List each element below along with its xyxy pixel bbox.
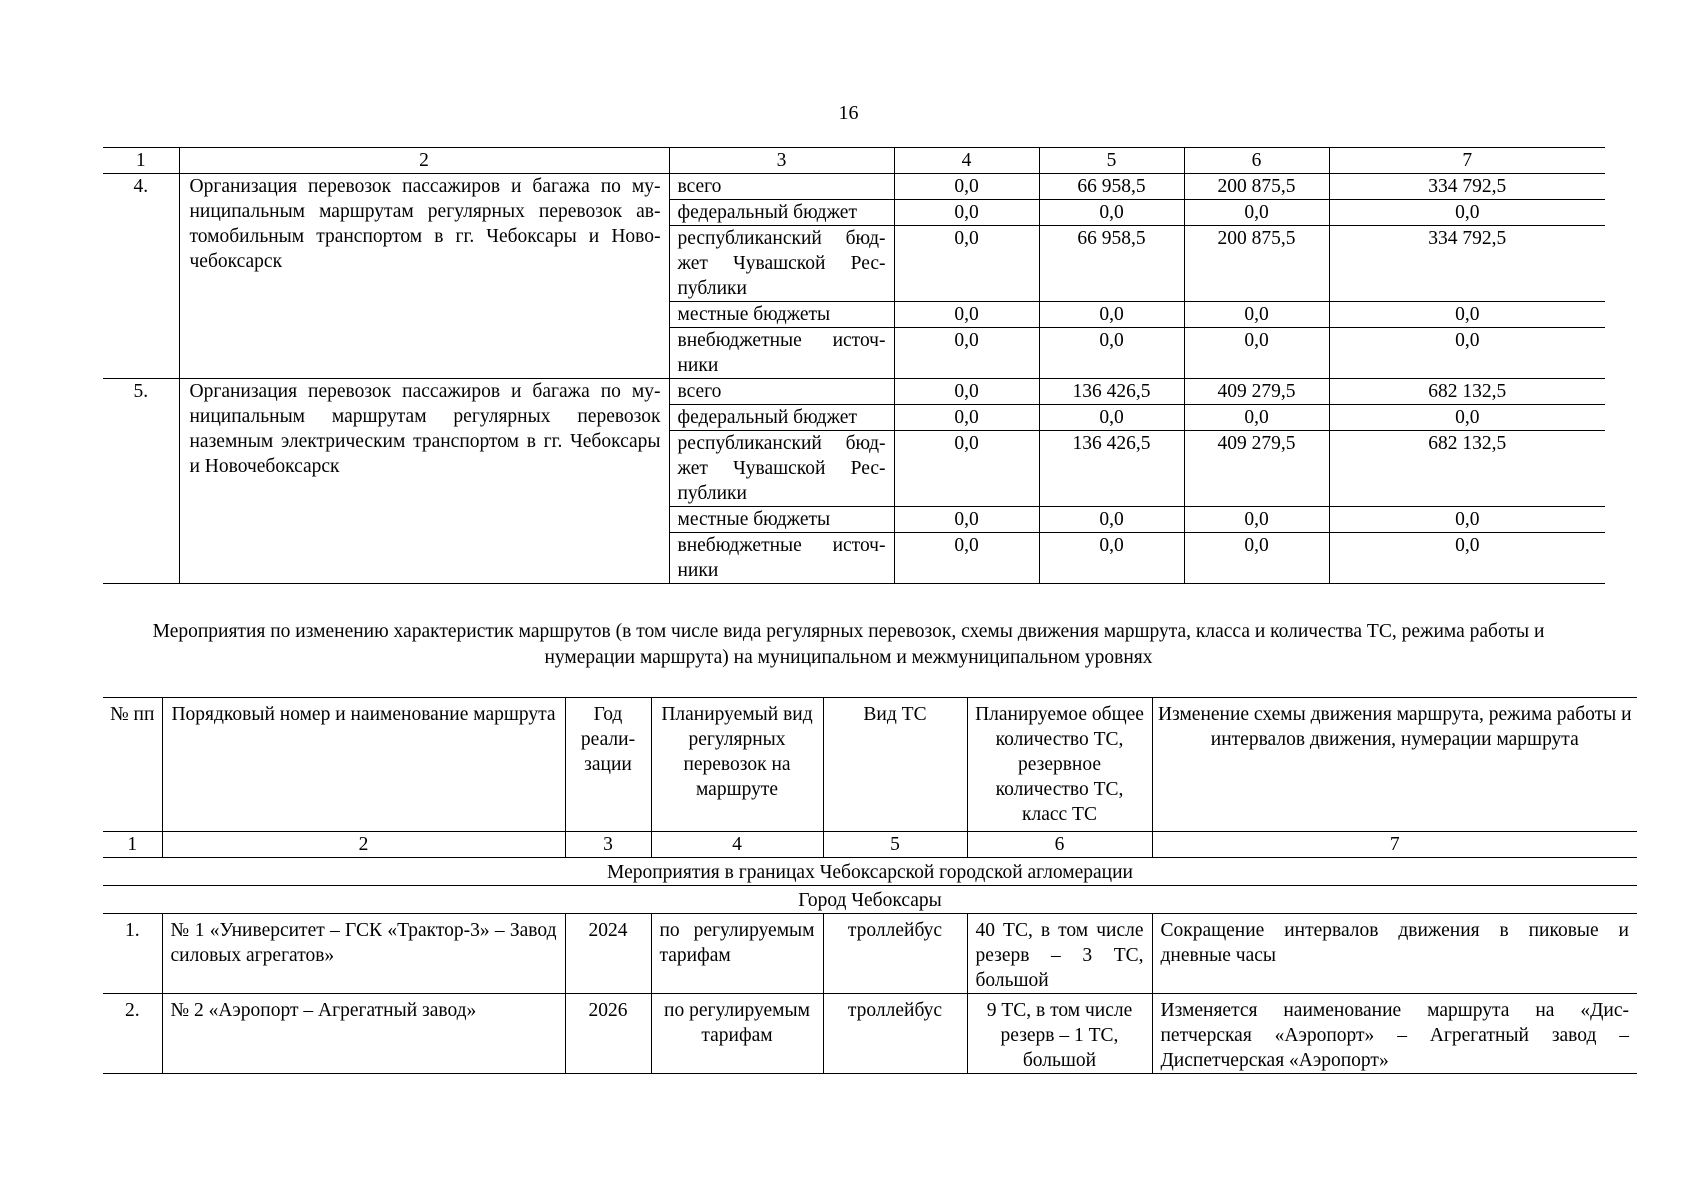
value-col6: 0,0 [1184, 507, 1329, 533]
value-col5: 136 426,5 [1039, 431, 1184, 507]
route-number: 1. [103, 914, 162, 994]
value-col4: 0,0 [894, 302, 1039, 328]
funding-table [103, 147, 1605, 584]
funding-source: местные бюджеты [669, 507, 894, 533]
funding-col-6: 6 [1184, 148, 1329, 174]
value-col6: 200 875,5 [1184, 174, 1329, 200]
column-index-3: 3 [565, 832, 651, 858]
section-row [103, 886, 1637, 914]
route-number: 2. [103, 994, 162, 1074]
route-vehicle-type: троллейбус [823, 914, 967, 994]
value-col5: 0,0 [1039, 302, 1184, 328]
value-col7: 0,0 [1329, 200, 1605, 226]
funding-col-2: 2 [179, 148, 669, 174]
funding-source: федеральный бюджет [669, 200, 894, 226]
funding-source: всего [669, 379, 894, 405]
value-col6: 409 279,5 [1184, 431, 1329, 507]
value-col6: 0,0 [1184, 533, 1329, 584]
value-col5: 66 958,5 [1039, 174, 1184, 200]
table-row [103, 914, 1637, 994]
value-col6: 0,0 [1184, 200, 1329, 226]
funding-col-5: 5 [1039, 148, 1184, 174]
route-transport-kind: по регулируемым тарифам [651, 914, 823, 994]
value-col6: 409 279,5 [1184, 379, 1329, 405]
value-col6: 0,0 [1184, 405, 1329, 431]
value-col4: 0,0 [894, 328, 1039, 379]
value-col5: 66 958,5 [1039, 226, 1184, 302]
value-col4: 0,0 [894, 200, 1039, 226]
value-col4: 0,0 [894, 226, 1039, 302]
routes-table [103, 697, 1637, 1074]
column-index-1: 1 [103, 832, 162, 858]
route-transport-kind: по регулируемым тарифам [651, 994, 823, 1074]
value-col5: 136 426,5 [1039, 379, 1184, 405]
funding-col-3: 3 [669, 148, 894, 174]
value-col7: 0,0 [1329, 302, 1605, 328]
column-header-year: Год реализации [565, 698, 651, 832]
column-index-2: 2 [162, 832, 565, 858]
column-index-5: 5 [823, 832, 967, 858]
funding-col-4: 4 [894, 148, 1039, 174]
item-number: 4. [103, 174, 179, 379]
route-change: Изменяется наименование маршрута на «Диспетчерская «Аэропорт» – Агрегатный завод – Диспетчерская «Аэропорт» [1152, 994, 1637, 1074]
column-header-changes: Изменение схемы движения маршрута, режима работы и интервалов движения, нумерации маршрута [1152, 698, 1637, 832]
section-heading: Мероприятия по изменению характеристик маршрутов (в том числе вида регулярных перевозок, схемы движения маршрута, класса и количества ТС, режима работы и нумерации маршрута) на муниципальном и межмуниципальном уровнях [152, 621, 1545, 668]
funding-source: внебюджетные источники [669, 328, 894, 379]
item-title: Организация перевозок пассажиров и багажа по муниципальным маршрутам регулярных перевозок наземным электрическим транспортом в гг. Чебоксары и Новочебоксарск [179, 379, 669, 584]
route-vehicle-count: 40 ТС, в том числе резерв – 3 ТС, большой [967, 914, 1152, 994]
table-row [103, 994, 1637, 1074]
column-index-7: 7 [1152, 832, 1637, 858]
value-col4: 0,0 [894, 507, 1039, 533]
value-col7: 682 132,5 [1329, 431, 1605, 507]
value-col5: 0,0 [1039, 405, 1184, 431]
column-index-6: 6 [967, 832, 1152, 858]
column-header-vehicle-count: Планируемое общее количество ТС, резервное количество ТС, класс ТС [967, 698, 1152, 832]
table-row [103, 379, 1605, 405]
value-col7: 0,0 [1329, 507, 1605, 533]
value-col7: 334 792,5 [1329, 226, 1605, 302]
value-col5: 0,0 [1039, 533, 1184, 584]
value-col7: 0,0 [1329, 328, 1605, 379]
funding-source: всего [669, 174, 894, 200]
value-col5: 0,0 [1039, 328, 1184, 379]
routes-table-header-row [103, 698, 1637, 832]
value-col4: 0,0 [894, 431, 1039, 507]
funding-table-header-row [103, 148, 1605, 174]
section-city: Город Чебоксары [103, 886, 1637, 914]
route-name: № 2 «Аэропорт – Агрегатный завод» [162, 994, 565, 1074]
funding-source: федеральный бюджет [669, 405, 894, 431]
section-row [103, 858, 1637, 886]
route-year: 2026 [565, 994, 651, 1074]
route-year: 2024 [565, 914, 651, 994]
column-header-route: Порядковый номер и наименование маршрута [162, 698, 565, 832]
route-vehicle-type: троллейбус [823, 994, 967, 1074]
value-col6: 0,0 [1184, 302, 1329, 328]
value-col5: 0,0 [1039, 200, 1184, 226]
funding-source: республиканский бюджет Чувашской Республики [669, 431, 894, 507]
value-col4: 0,0 [894, 405, 1039, 431]
value-col5: 0,0 [1039, 507, 1184, 533]
column-header-transport-kind: Планируемый вид регулярных перевозок на маршруте [651, 698, 823, 832]
table-row [103, 174, 1605, 200]
section-agglomeration: Мероприятия в границах Чебоксарской городской агломерации [103, 858, 1637, 886]
funding-source: местные бюджеты [669, 302, 894, 328]
route-name: № 1 «Университет – ГСК «Трактор-3» – Завод силовых агрегатов» [162, 914, 565, 994]
funding-col-1: 1 [103, 148, 179, 174]
value-col6: 200 875,5 [1184, 226, 1329, 302]
funding-source: республиканский бюджет Чувашской Республики [669, 226, 894, 302]
funding-col-7: 7 [1329, 148, 1605, 174]
value-col7: 682 132,5 [1329, 379, 1605, 405]
value-col4: 0,0 [894, 174, 1039, 200]
funding-source: внебюджетные источники [669, 533, 894, 584]
value-col4: 0,0 [894, 533, 1039, 584]
item-title: Организация перевозок пассажиров и багажа по муниципальным маршрутам регулярных перевозок автомобильным транспортом в гг. Чебоксары и Новочебоксарск [179, 174, 669, 379]
value-col7: 0,0 [1329, 405, 1605, 431]
value-col4: 0,0 [894, 379, 1039, 405]
route-change: Сокращение интервалов движения в пиковые и дневные часы [1152, 914, 1637, 994]
item-number: 5. [103, 379, 179, 584]
route-vehicle-count: 9 ТС, в том числе резерв – 1 ТС, большой [967, 994, 1152, 1074]
page-number: 16 [838, 102, 859, 124]
value-col7: 334 792,5 [1329, 174, 1605, 200]
value-col7: 0,0 [1329, 533, 1605, 584]
value-col6: 0,0 [1184, 328, 1329, 379]
column-header-number: № пп [103, 698, 162, 832]
column-header-vehicle-type: Вид ТС [823, 698, 967, 832]
column-index-row [103, 832, 1637, 858]
column-index-4: 4 [651, 832, 823, 858]
